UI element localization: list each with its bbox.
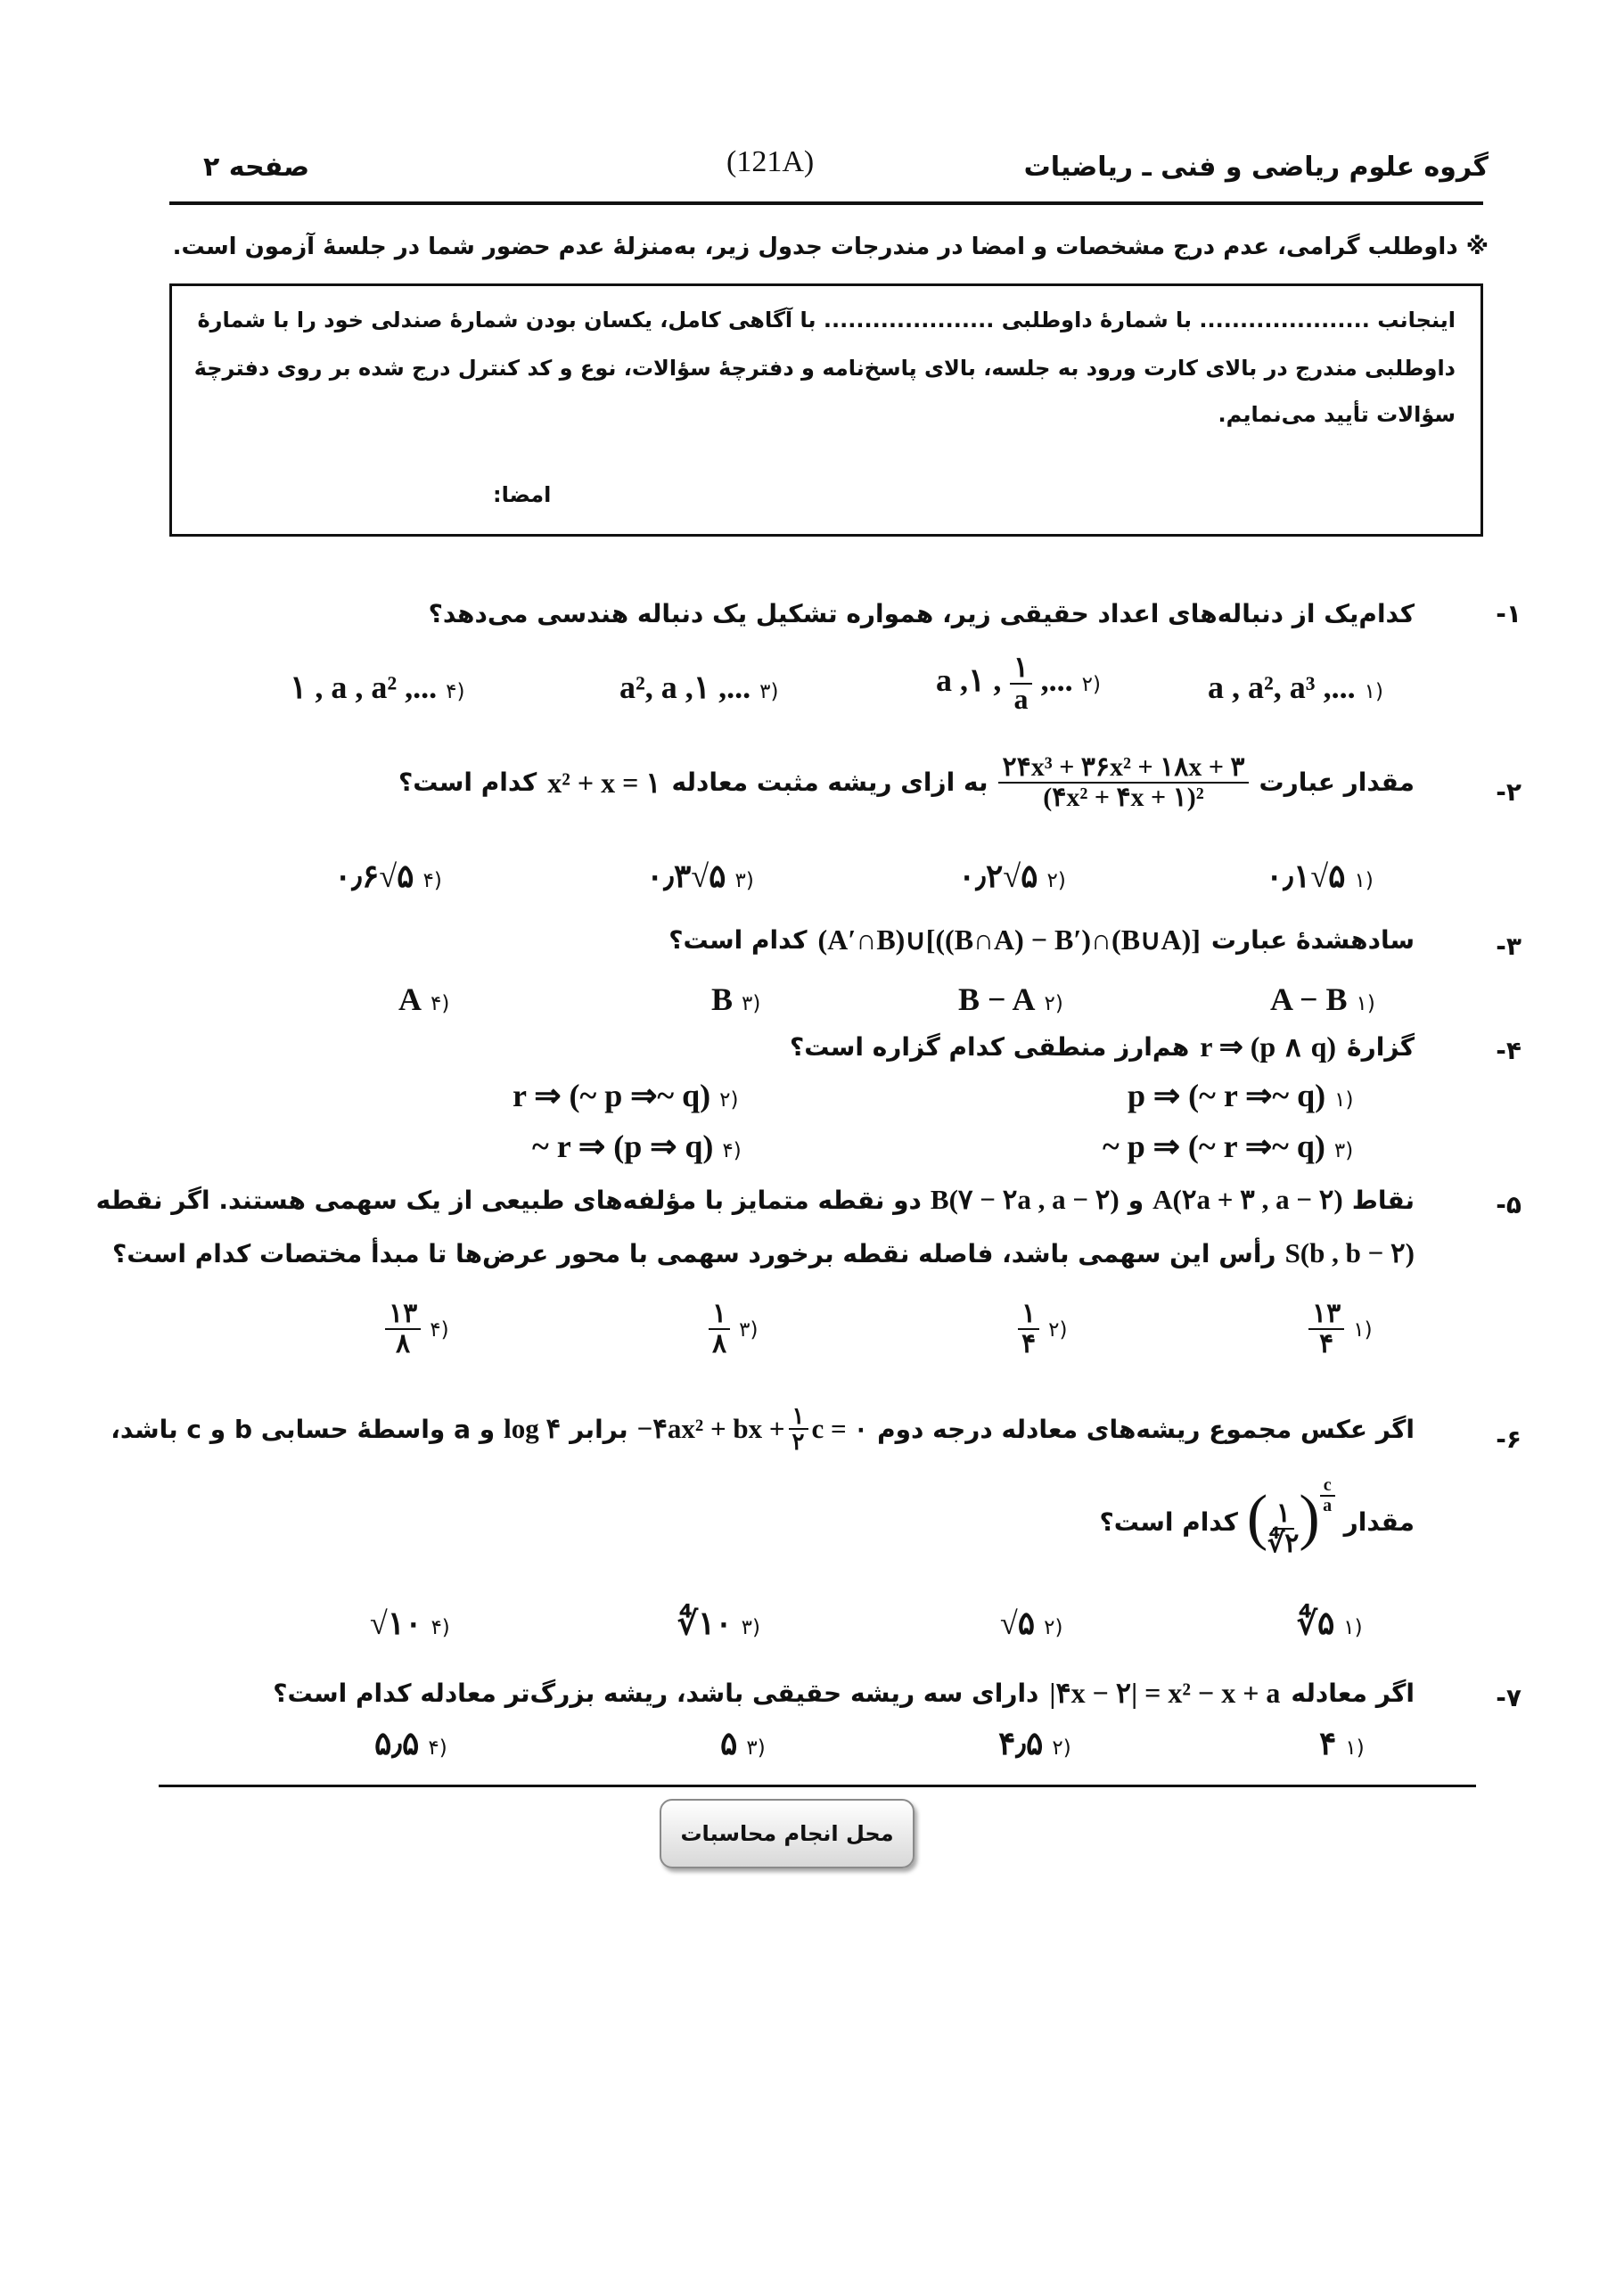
question-2-stem	[398, 753, 1415, 811]
question-4-text-after: هم‌ارز منطقی کدام گزاره است؟	[790, 1031, 1190, 1062]
declaration-line-3: سؤالات تأیید می‌نمایم.	[1218, 402, 1456, 427]
question-6-expression: ( $\frac{۱}{∜۲}$ ) $\frac{c}{a}$	[1247, 1487, 1335, 1557]
q2-option-4[interactable]: ۰٫۶√۵ ۴)	[334, 858, 442, 894]
calculation-area-label: محل انجام محاسبات	[660, 1799, 915, 1868]
question-4-expression: r ⇒ (p ∧ q)	[1200, 1030, 1337, 1063]
question-4-text-before: گزارهٔ	[1347, 1031, 1415, 1062]
question-6-line-1: اگر عکس مجموع ریشه‌های معادله درجه دوم −۴ax² + bx + $\frac{۱}{۲}$ c = ۰ برابر log ۴ و a واسطهٔ حسابی b و c باشد،	[111, 1403, 1415, 1456]
question-5-number: -۵	[1496, 1190, 1521, 1219]
q3-option-1[interactable]: A − B ۱)	[1270, 981, 1375, 1017]
bottom-divider	[159, 1785, 1476, 1787]
q5-option-1[interactable]: $\frac{۱۳}{۴}$ ۱)	[1308, 1300, 1373, 1358]
question-6-number: -۶	[1496, 1424, 1521, 1454]
question-5-line-1: نقاط A(۲a + ۳ , a − ۲) و B(۷ − ۲a , a − ۲) دو نقطه متمایز با مؤلفه‌های طبیعی از یک سهمی هستند. اگر نقطه	[95, 1184, 1415, 1215]
q7-option-1[interactable]: ۴ ۱)	[1319, 1726, 1365, 1761]
q1-option-3[interactable]: a², a ,۱ ,... ۳)	[619, 669, 779, 705]
q2-option-3[interactable]: ۰٫۳√۵ ۳)	[646, 858, 754, 894]
question-7-stem: اگر معادله |۴x − ۲| = x² − x + a دارای سه ریشه حقیقی باشد، ریشه بزرگ‌تر معادله کدام است؟	[273, 1677, 1415, 1709]
q7-option-4[interactable]: ۵٫۵ ۴)	[374, 1726, 447, 1761]
q3-option-3[interactable]: B ۳)	[711, 981, 761, 1017]
question-2-text-middle: به ازای ریشه مثبت معادله	[671, 768, 988, 797]
question-5-line-2: S(b , b − ۲) رأس این سهمی باشد، فاصله نقطه برخورد سهمی با محور عرض‌ها تا مبدأ مختصات کدام است؟	[111, 1237, 1415, 1268]
header-divider	[169, 201, 1483, 205]
q5-option-2[interactable]: $\frac{۱}{۴}$ ۲)	[1018, 1300, 1067, 1358]
question-4-number: -۴	[1496, 1036, 1521, 1065]
question-7-number: -۷	[1496, 1683, 1521, 1712]
question-3-expression: (A′∩B)∪[((B∩A) − B′)∩(B∪A)]	[817, 923, 1201, 956]
q5-option-3[interactable]: $\frac{۱}{۸}$ ۳)	[709, 1300, 758, 1358]
q6-option-1[interactable]: ∜۵ ۱)	[1297, 1605, 1363, 1641]
q6-option-2[interactable]: √۵ ۲)	[1000, 1605, 1063, 1641]
q6-option-3[interactable]: ∜۱۰ ۳)	[677, 1605, 760, 1641]
q7-option-2[interactable]: ۴٫۵ ۲)	[998, 1726, 1071, 1761]
question-6-equation: −۴ax² + bx + $\frac{۱}{۲}$ c = ۰	[636, 1403, 869, 1456]
question-3-text-after: کدام است؟	[668, 924, 808, 955]
question-1-text: کدام‌یک از دنباله‌های اعداد حقیقی زیر، همواره تشکیل یک دنباله هندسی می‌دهد؟	[428, 599, 1415, 628]
question-6-line-2: مقدار ( $\frac{۱}{∜۲}$ ) $\frac{c}{a}$ کدام است؟	[1099, 1475, 1415, 1558]
question-2-equation: x² + x = ۱	[547, 766, 661, 799]
declaration-line-2: داوطلبی مندرج در بالای کارت ورود به جلسه، بالای پاسخ‌نامه و دفترچهٔ سؤالات، نوع و کد کنترل درج شده بر روی دفترچهٔ	[193, 356, 1456, 381]
point-s: S(b , b − ۲)	[1284, 1237, 1415, 1268]
q7-option-3[interactable]: ۵ ۳)	[720, 1726, 766, 1761]
notice-text: ※ داوطلب گرامی، عدم درج مشخصات و امضا در مندرجات جدول زیر، به‌منزلهٔ عدم حضور شما در جلسهٔ آزمون است.	[172, 234, 1489, 260]
header-subject: گروه علوم ریاضی و فنی ـ ریاضیات	[1023, 152, 1489, 183]
question-4-stem	[790, 1030, 1415, 1063]
q4-option-2[interactable]: r ⇒ (~ p ⇒~ q) ۲)	[513, 1078, 739, 1113]
signature-label[interactable]: امضا:	[493, 482, 552, 507]
q3-option-2[interactable]: B − A ۲)	[958, 981, 1063, 1017]
question-3-stem	[668, 923, 1415, 956]
q4-option-4[interactable]: ~ r ⇒ (p ⇒ q) ۴)	[532, 1129, 742, 1164]
q4-option-3[interactable]: ~ p ⇒ (~ r ⇒~ q) ۳)	[1103, 1129, 1354, 1164]
q2-option-1[interactable]: ۰٫۱√۵ ۱)	[1266, 858, 1374, 894]
point-a: A(۲a + ۳ , a − ۲)	[1152, 1184, 1343, 1215]
q1-option-2[interactable]: a ,۱ , $\frac{۱}{a}$ ,... ۲)	[936, 651, 1101, 715]
question-6-log: log ۴	[504, 1413, 562, 1445]
q3-option-4[interactable]: A ۴)	[398, 981, 450, 1017]
declaration-box	[169, 283, 1483, 537]
q4-option-1[interactable]: p ⇒ (~ r ⇒~ q) ۱)	[1128, 1078, 1354, 1113]
header-page-number: صفحه ۲	[203, 152, 310, 183]
question-2-fraction: $\frac{\text{۲۴x³ + ۳۶x² + ۱۸x + ۳}}{\text{(۴x² + ۴x + ۱)²}}$	[998, 753, 1248, 811]
q5-option-4[interactable]: $\frac{۱۳}{۸}$ ۴)	[385, 1300, 449, 1358]
question-2-text-before: مقدار عبارت	[1259, 768, 1415, 797]
header-code: (121A)	[726, 145, 815, 178]
question-1-number: -۱	[1496, 599, 1521, 628]
q1-option-1[interactable]: a , a², a³ ,... ۱)	[1208, 669, 1383, 705]
question-2-text-after: کدام است؟	[398, 768, 537, 797]
declaration-line-1: اینجانب ..................... با شمارهٔ داوطلبی ..................... با آگاهی کامل، یکسان بودن شمارهٔ صندلی خود را با شمارهٔ	[197, 308, 1456, 332]
q1-option-4[interactable]: ۱ , a , a² ,... ۴)	[290, 669, 465, 705]
point-b: B(۷ − ۲a , a − ۲)	[930, 1184, 1120, 1215]
q6-option-4[interactable]: √۱۰ ۴)	[370, 1605, 450, 1641]
q2-option-2[interactable]: ۰٫۲√۵ ۲)	[958, 858, 1066, 894]
question-7-equation: |۴x − ۲| = x² − x + a	[1049, 1677, 1281, 1709]
question-3-number: -۳	[1496, 932, 1521, 961]
question-3-text-before: سادهشدهٔ عبارت	[1210, 924, 1415, 955]
question-2-number: -۲	[1496, 777, 1521, 807]
